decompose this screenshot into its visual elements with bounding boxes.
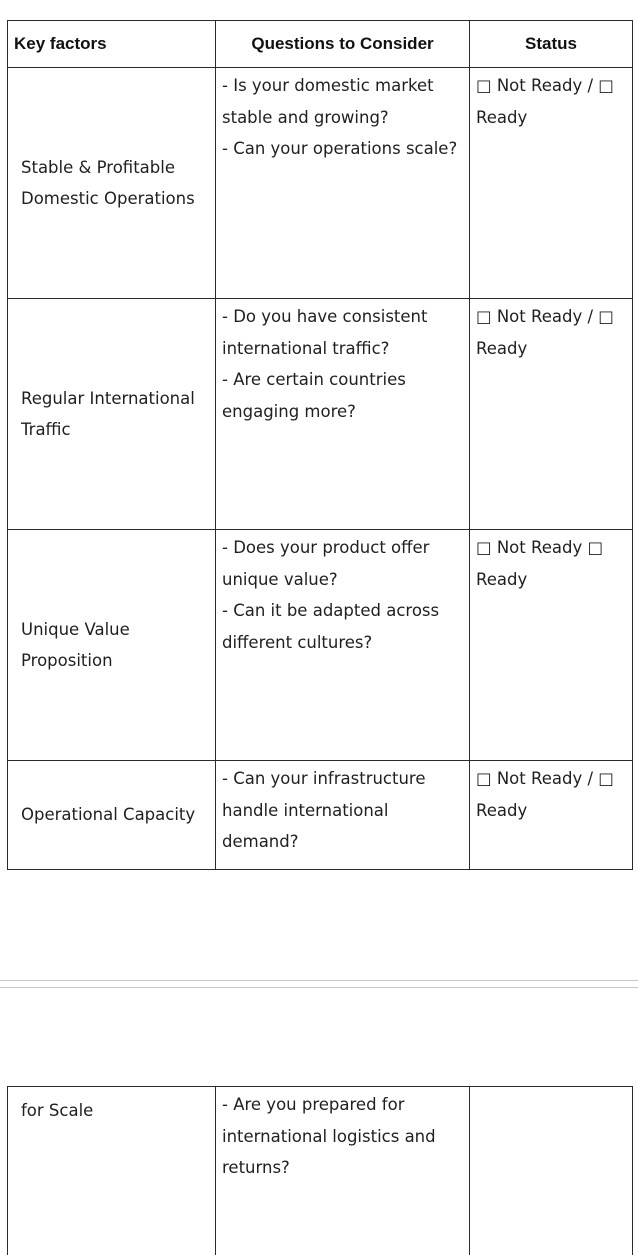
questions-cell xyxy=(216,299,470,530)
page-divider xyxy=(0,980,638,988)
question-text: - Are certain countries engaging more? xyxy=(222,364,463,427)
table-row xyxy=(8,530,633,761)
factor-cell: Stable & Profitable Domestic Operations xyxy=(8,68,216,299)
questions-cell xyxy=(216,761,470,870)
header-status: Status xyxy=(470,21,633,68)
table-row xyxy=(8,1087,633,1255)
readiness-table-continued xyxy=(7,1086,633,1255)
status-cell: □ Not Ready / □ Ready xyxy=(470,68,633,299)
status-cell xyxy=(470,1087,633,1255)
factor-cell: Regular International Traffic xyxy=(8,299,216,530)
table-row xyxy=(8,68,633,299)
factor-cell: Unique Value Proposition xyxy=(8,530,216,761)
status-cell: □ Not Ready / □ Ready xyxy=(470,761,633,870)
factor-cell: Operational Capacity xyxy=(8,761,216,870)
questions-cell xyxy=(216,1087,470,1255)
question-text: - Is your domestic market stable and growing? xyxy=(222,70,463,133)
question-text: - Does your product offer unique value? xyxy=(222,532,463,595)
header-key-factors: Key factors xyxy=(8,21,216,68)
question-text: - Can it be adapted across different cultures? xyxy=(222,595,463,658)
status-cell: □ Not Ready / □ Ready xyxy=(470,299,633,530)
table-row xyxy=(8,761,633,870)
factor-cell: for Scale xyxy=(8,1087,216,1255)
table-header-row xyxy=(8,21,633,68)
question-text: - Are you prepared for international logistics and returns? xyxy=(222,1089,463,1184)
readiness-table xyxy=(7,20,633,870)
status-cell: □ Not Ready □ Ready xyxy=(470,530,633,761)
question-text: - Can your operations scale? xyxy=(222,133,463,165)
header-questions: Questions to Consider xyxy=(216,21,470,68)
question-text: - Can your infrastructure handle international demand? xyxy=(222,763,463,858)
table-row xyxy=(8,299,633,530)
questions-cell xyxy=(216,68,470,299)
question-text: - Do you have consistent international traffic? xyxy=(222,301,463,364)
questions-cell xyxy=(216,530,470,761)
